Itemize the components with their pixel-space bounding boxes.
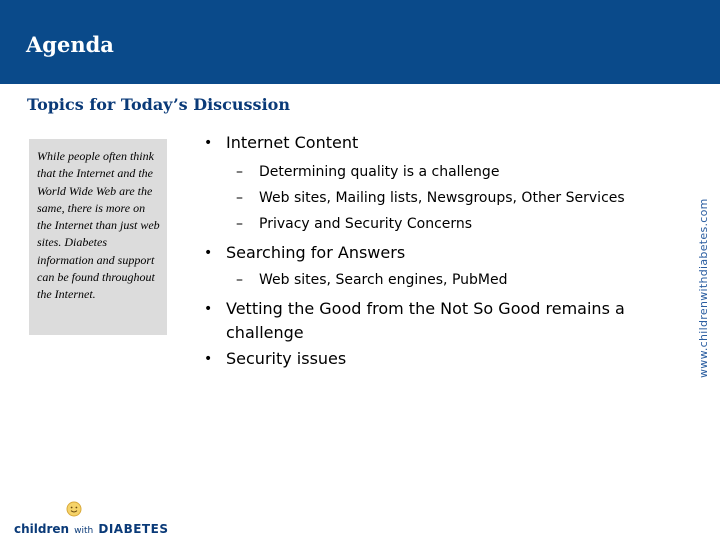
sub-marker: –: [236, 272, 243, 288]
sub-bullet-text: Privacy and Security Concerns: [259, 216, 473, 232]
header-bar: [0, 0, 720, 84]
bullet-marker: •: [204, 301, 213, 317]
sub-bullet-text: Determining quality is a challenge: [259, 164, 500, 180]
slide-subtitle: Topics for Today’s Discussion: [27, 95, 290, 114]
bullet-list: [200, 131, 680, 371]
slide-title: Agenda: [26, 32, 114, 57]
sub-marker: –: [236, 216, 243, 232]
bullet-item: [200, 347, 680, 371]
sub-bullet-item: [200, 267, 680, 293]
sub-bullet-item: [200, 211, 680, 237]
sidebar-note: While people often think that the Internet and the World Wide Web are the same, there is more on the Internet than just web sites. Diabetes information and support can be found throughout the Internet.: [29, 139, 167, 335]
bullet-text: Searching for Answers: [226, 243, 406, 262]
bullet-text: Vetting the Good from the Not So Good remains a challenge: [226, 299, 625, 342]
bullet-item: [200, 297, 680, 345]
bullet-marker: •: [204, 135, 213, 151]
sub-marker: –: [236, 190, 243, 206]
bullet-item: [200, 131, 680, 155]
logo-word-diabetes: DIABETES: [98, 522, 169, 536]
sub-bullet-text: Web sites, Mailing lists, Newsgroups, Other Services: [259, 190, 625, 206]
sub-bullet-text: Web sites, Search engines, PubMed: [259, 272, 508, 288]
bullet-item: [200, 241, 680, 265]
smiley-face-icon: [66, 501, 82, 517]
bullet-marker: •: [204, 245, 213, 261]
logo-word-children: children: [14, 522, 70, 536]
sub-marker: –: [236, 164, 243, 180]
sub-bullet-item: [200, 185, 680, 211]
bullet-text: Security issues: [226, 349, 347, 368]
children-with-diabetes-logo: [14, 500, 169, 536]
bullet-marker: •: [204, 351, 213, 367]
website-url: www.childrenwithdiabetes.com: [697, 198, 710, 378]
sub-bullet-item: [200, 159, 680, 185]
logo-word-with: with: [74, 526, 94, 536]
bullet-text: Internet Content: [226, 133, 359, 152]
